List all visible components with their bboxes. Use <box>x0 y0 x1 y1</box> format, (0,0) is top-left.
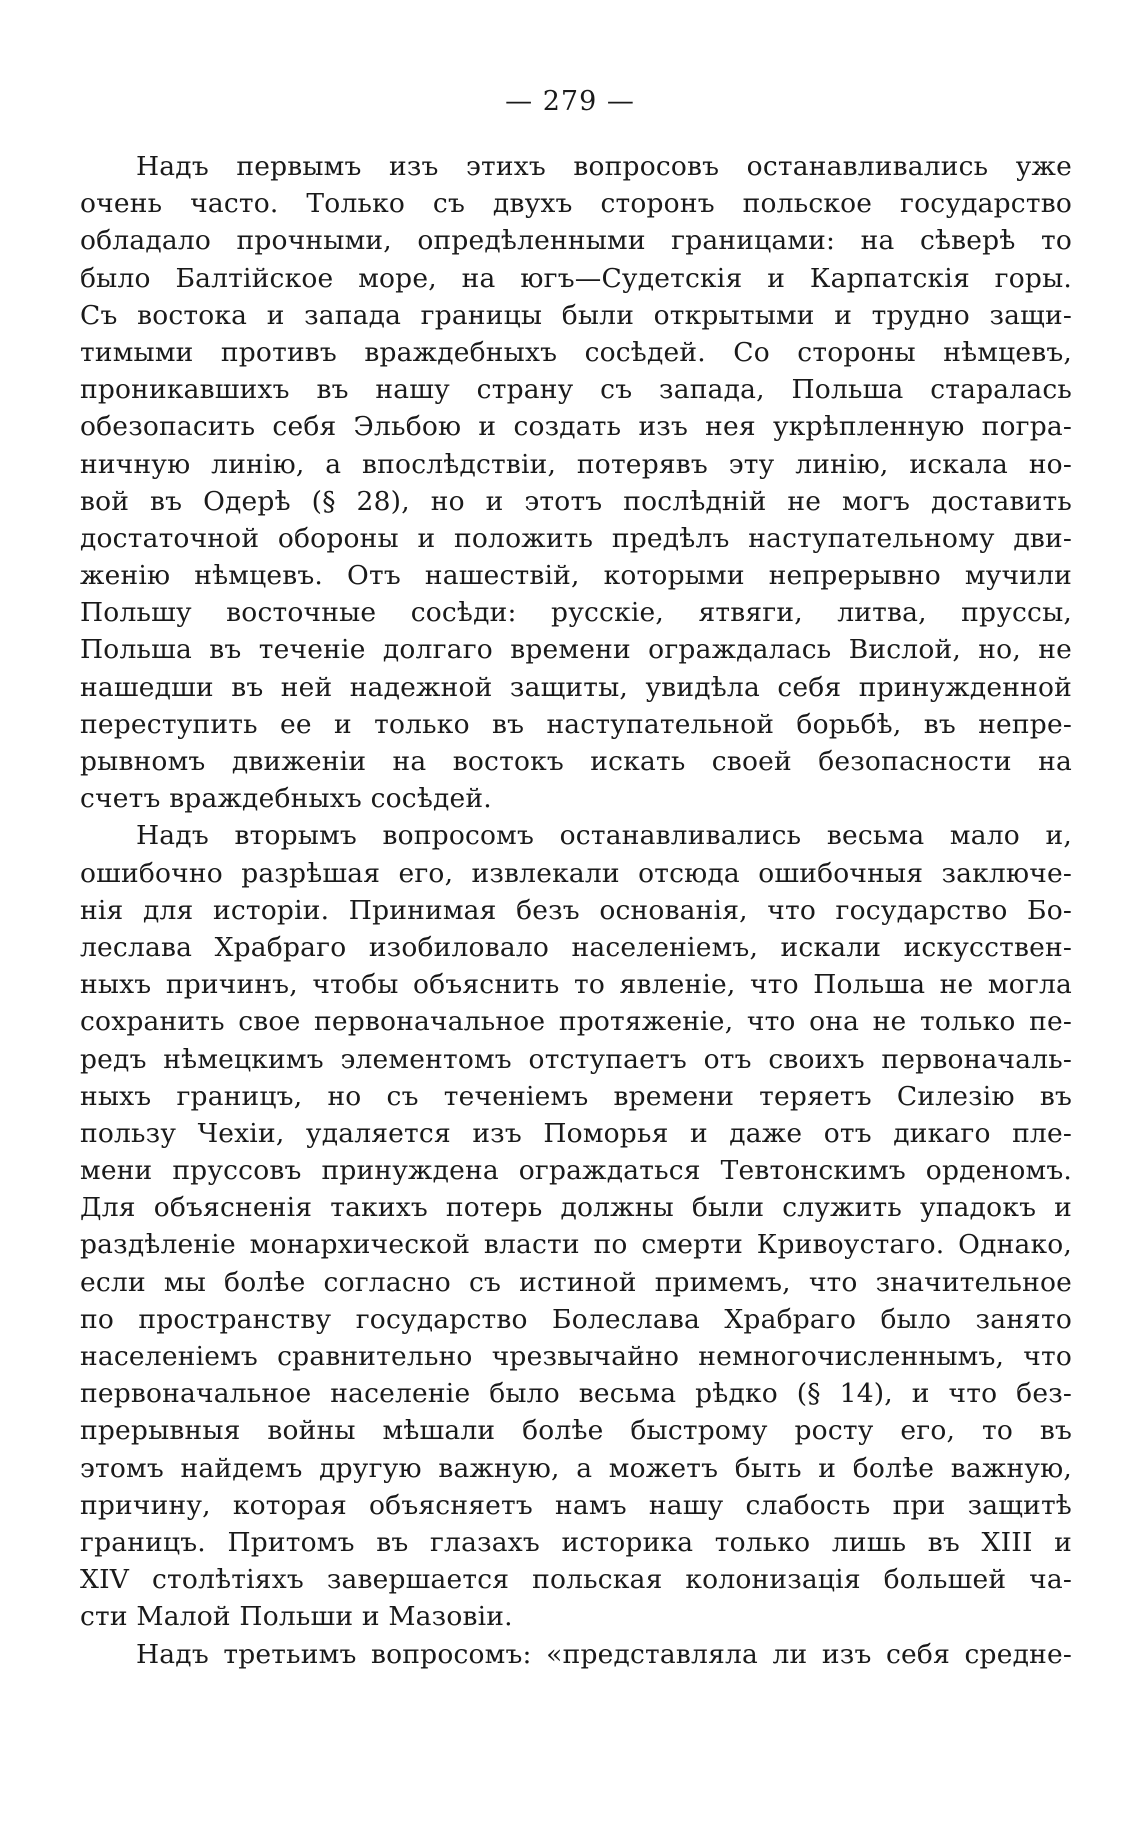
text-line: если мы болѣе согласно съ истиной примемъ, что значительное <box>80 1266 1072 1298</box>
text-line: по пространству государство Болеслава Храбраго было занято <box>80 1303 1072 1335</box>
text-line: женію нѣмцевъ. Отъ нашествій, которыми непрерывно мучили <box>80 560 1072 592</box>
text-line: Надъ третьимъ вопросомъ: «представляла ли изъ себя средне- <box>136 1638 1072 1670</box>
text-line: прерывныя войны мѣшали болѣе быстрому росту его, то въ <box>80 1415 1072 1447</box>
text-line: было Балтійское море, на югъ—Судетскія и Карпатскія горы. <box>80 262 1072 294</box>
text-line: мени пруссовъ принуждена ограждаться Тевтонскимъ орденомъ. <box>80 1155 1072 1187</box>
text-line: ныхъ границъ, но съ теченіемъ времени теряетъ Силезію въ <box>80 1080 1072 1112</box>
text-line: Надъ первымъ изъ этихъ вопросовъ останавливались уже <box>136 151 1072 182</box>
text-line: ныхъ причинъ, чтобы объяснить то явленіе, что Польша не могла <box>80 969 1072 1001</box>
text-line: проникавшихъ въ нашу страну съ запада, Польша старалась <box>80 374 1072 406</box>
text-line: редъ нѣмецкимъ элементомъ отступаетъ отъ своихъ первоначаль- <box>80 1043 1072 1075</box>
text-line: границъ. Притомъ въ глазахъ историка только лишь въ XIII и <box>80 1526 1072 1558</box>
text-line: сти Малой Польши и Мазовіи. <box>80 1601 513 1633</box>
text-line: Надъ вторымъ вопросомъ останавливались весьма мало и, <box>136 820 1072 852</box>
text-line: рывномъ движеніи на востокъ искать своей безопасности на <box>80 746 1072 777</box>
text-line: первоначальное населеніе было весьма рѣдко (§ 14), и что без- <box>80 1378 1072 1410</box>
text-line: счетъ враждебныхъ сосѣдей. <box>80 783 492 815</box>
text-line: населеніемъ сравнительно чрезвычайно немногочисленнымъ, что <box>80 1341 1072 1372</box>
text-line: этомъ найдемъ другую важную, а можетъ быть и болѣе важную, <box>80 1452 1072 1484</box>
text-line: достаточной обороны и положить предѣлъ наступательному дви- <box>80 522 1072 554</box>
text-line: сохранить свое первоначальное протяженіе, что она не только пе- <box>80 1006 1072 1038</box>
text-line: тимыми противъ враждебныхъ сосѣдей. Со стороны нѣмцевъ, <box>80 336 1072 368</box>
text-line: Съ востока и запада границы были открытыми и трудно защи- <box>80 299 1072 331</box>
text-line: обладало прочными, опредѣленными границами: на сѣверѣ то <box>80 225 1072 257</box>
text-line: ничную линію, а впослѣдствіи, потерявъ эту линію, искала но- <box>80 448 1072 480</box>
text-line: Польша въ теченіе долгаго времени ограждалась Вислой, но, не <box>80 634 1072 666</box>
text-line: пользу Чехіи, удаляется изъ Поморья и даже отъ дикаго пле- <box>80 1117 1072 1149</box>
body-text <box>80 148 1072 1673</box>
text-line: Польшу восточные сосѣди: русскіе, ятвяги, литва, пруссы, <box>80 597 1072 629</box>
text-line: переступить ее и только въ наступательной борьбѣ, въ непре- <box>80 708 1072 740</box>
text-line: XIV столѣтіяхъ завершается польская колонизація большей ча- <box>80 1564 1072 1596</box>
text-line: причину, которая объясняетъ намъ нашу слабость при защитѣ <box>80 1489 1072 1521</box>
text-line: Для объясненія такихъ потерь должны были служить упадокъ и <box>80 1192 1072 1224</box>
text-line: очень часто. Только съ двухъ сторонъ польское государство <box>80 188 1072 220</box>
text-line: нашедши въ ней надежной защиты, увидѣла себя принужденной <box>80 671 1072 703</box>
text-line: обезопасить себя Эльбою и создать изъ нея укрѣпленную погра- <box>80 411 1072 443</box>
text-line: вой въ Одерѣ (§ 28), но и этотъ послѣдній не могъ доставить <box>80 485 1072 517</box>
page-number: — 279 — <box>505 86 635 117</box>
text-line: леслава Храбраго изобиловало населеніемъ, искали искусствен- <box>80 931 1072 963</box>
text-line: ошибочно разрѣшая его, извлекали отсюда ошибочныя заключе- <box>80 857 1072 889</box>
text-line: раздѣленіе монархической власти по смерти Кривоустаго. Однако, <box>80 1229 1072 1261</box>
text-line: нія для исторіи. Принимая безъ основанія, что государство Бо- <box>80 894 1072 926</box>
